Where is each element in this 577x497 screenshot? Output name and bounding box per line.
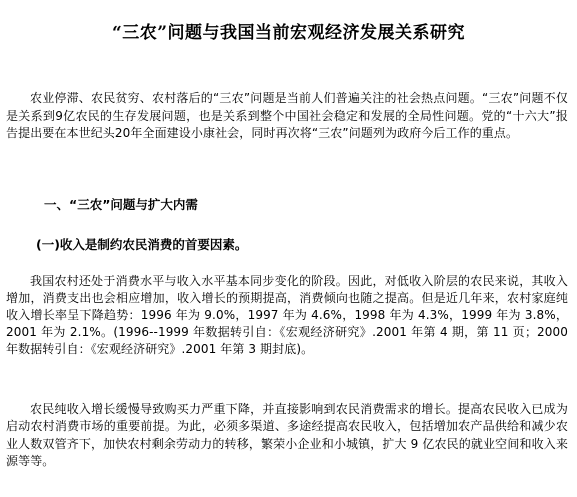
intro-paragraph: 农业停滞、农民贫穷、农村落后的“三农”问题是当前人们普遍关注的社会热点问题。“三农”问题不仅是关系到9亿农民的生存发展问题，也是关系到整个中国社会稳定和发展的全局性问题。党的“十六大”报告提出要在本世纪头20年全面建设小康社会，同时再次将“三农”问题列为政府今后工作的重点。: [6, 91, 568, 141]
body-paragraph-purchasing-power: 农民纯收入增长缓慢导致购买力严重下降，并直接影响到农民消费需求的增长。提高农民收入已成为启动农村消费市场的重要前提。为此，必须多渠道、多途经提高农民收入，包括增加农产品供给和减少农业人数双管齐下，加快农村剩余劳动力的转移，繁荣小企业和小城镇，扩大 9 亿农民的就业空间和收入来源等等。: [6, 402, 568, 469]
subsection-heading: (一)收入是制约农民消费的首要因素。: [36, 237, 248, 252]
section-heading: 一、“三农”问题与扩大内需: [44, 197, 198, 212]
document-title: “三农”问题与我国当前宏观经济发展关系研究: [111, 23, 466, 44]
body-paragraph-income: 我国农村还处于消费水平与收入水平基本同步变化的阶段。因此，对低收入阶层的农民来说，其收入增加，消费支出也会相应增加，收入增长的预期提高，消费倾向也随之提高。但是近几年来，农村家庭纯收入增长率呈下降趋势：1996 年为 9.0%，1997 年为 4.6%，1998 年为 4.3%，1999 年为 3.8%，2001 年为 2.1%。(1996--1999 年数据转引自：《宏观经济研究》.2001 年第 4 期，第 11 页；2000 年数据转引自：《宏观经济研究》.2001 年第 3 期封底)。: [6, 274, 568, 356]
